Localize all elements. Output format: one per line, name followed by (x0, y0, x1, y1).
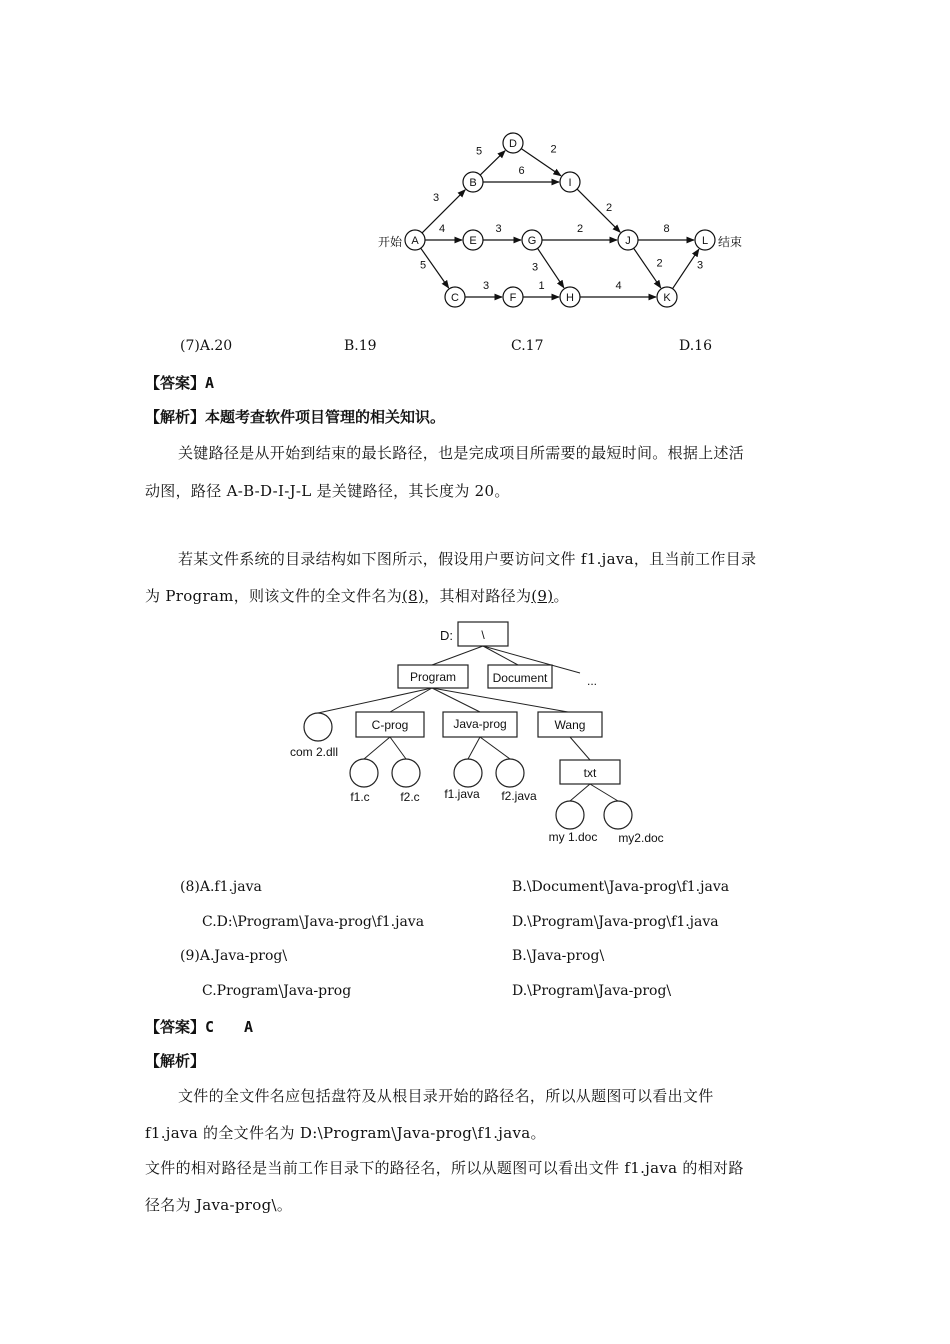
node-label-E: E (469, 235, 477, 247)
drive-label: D: (440, 628, 453, 643)
q9-option-c: C.Program\Java-prog (202, 983, 352, 999)
explanation-7-line-2: 动图，路径 A-B-D-I-J-L 是关键路径，其长度为 20。 (145, 482, 510, 500)
answer-8-9 (145, 1016, 253, 1037)
start-label: 开始 (378, 235, 403, 249)
my2-file-node (604, 801, 632, 829)
f2java-label: f2.java (501, 789, 537, 803)
edge-weight-D-I: 2 (550, 143, 557, 156)
com2-label: com 2.dll (289, 745, 339, 759)
answer-label: 【答案】 (145, 374, 206, 392)
node-label-C: C (451, 292, 459, 304)
edge-weight-B-I: 6 (518, 165, 525, 177)
q9-option-b: B.\Java-prog\ (512, 948, 605, 964)
edge-weight-E-G: 3 (495, 223, 502, 235)
q8-intro-line-1: 若某文件系统的目录结构如下图所示，假设用户要访问文件 f1.java，且当前工作目录 (178, 550, 757, 568)
node-label-J: J (625, 235, 631, 247)
node-label-D: D (509, 138, 517, 150)
edge-weight-F-H: 1 (538, 280, 545, 292)
f2c-label: f2.c (400, 790, 420, 804)
q8-intro-text-b: ，其相对路径为 (424, 587, 532, 605)
node-label-F: F (509, 292, 517, 304)
directory-tree-diagram (280, 615, 680, 850)
explanation-8-9-line-3: 文件的相对路径是当前工作目录下的路径名，所以从题图可以看出文件 f1.java 的相对路 (145, 1159, 744, 1177)
edge-weight-A-B: 3 (432, 192, 440, 204)
edge-weight-A-E: 4 (438, 223, 446, 235)
answer-value: C A (205, 1018, 254, 1036)
node-label-K: K (663, 292, 671, 304)
explanation-8-9-line-1: 文件的全文件名应包括盘符及从根目录开始的路径名，所以从题图可以看出文件 (178, 1087, 714, 1105)
javaprog-label: Java-prog (453, 717, 507, 731)
edge-weight-G-J: 2 (576, 223, 584, 235)
explanation-8-9-label: 【解析】 (145, 1052, 206, 1070)
node-label-I: I (568, 177, 572, 189)
q8-option-a: (8)A.f1.java (180, 879, 262, 895)
edge-weight-G-H: 3 (531, 261, 539, 274)
edge-weight-B-D: 5 (475, 145, 483, 158)
more-label: ... (586, 674, 598, 688)
program-label: Program (409, 670, 457, 684)
f1java-label: f1.java (444, 787, 480, 801)
edge-I-J (577, 189, 620, 232)
explanation-label: 【解析】 (145, 408, 206, 426)
q7-option-b: B.19 (344, 338, 377, 354)
f1c-file-node (350, 759, 378, 787)
activity-network-diagram (360, 125, 760, 320)
explanation-7-heading (145, 406, 445, 427)
end-label: 结束 (718, 235, 743, 249)
q8-option-b: B.\Document\Java-prog\f1.java (512, 879, 730, 895)
edge-weight-K-L: 3 (696, 259, 704, 272)
blank-8: (8) (402, 587, 425, 605)
q8-intro-text-c: 。 (553, 587, 569, 605)
my2-label: my2.doc (618, 831, 664, 845)
q7-option-d: D.16 (679, 338, 712, 354)
edge-B-D (480, 151, 505, 175)
node-label-L: L (701, 235, 709, 247)
edge-weight-A-C: 5 (419, 259, 427, 272)
edge-weight-C-F: 3 (482, 280, 490, 292)
explanation-title: 本题考查软件项目管理的相关知识。 (205, 408, 446, 426)
answer-7 (145, 372, 214, 393)
my1-label: my 1.doc (548, 830, 598, 844)
edge-weight-J-L: 8 (663, 223, 670, 235)
q9-option-d: D.\Program\Java-prog\ (512, 983, 672, 999)
node-label-A: A (411, 235, 419, 247)
q8-option-c: C.D:\Program\Java-prog\f1.java (202, 914, 425, 930)
edge-weight-J-K: 2 (656, 257, 663, 270)
f2java-file-node (496, 759, 524, 787)
f1c-label: f1.c (350, 790, 370, 804)
document-label: Document (492, 671, 548, 685)
root-label: \ (481, 628, 485, 642)
node-label-H: H (566, 292, 574, 304)
f1java-file-node (454, 759, 482, 787)
edge-weight-I-J: 2 (605, 202, 613, 214)
txt-label: txt (583, 766, 597, 780)
answer-label: 【答案】 (145, 1018, 206, 1036)
node-label-B: B (469, 177, 477, 189)
q8-intro-text-a: 为 Program，则该文件的全文件名为 (145, 587, 403, 605)
edge-K-L (673, 249, 699, 289)
wang-label: Wang (554, 718, 586, 732)
q8-intro-line-2 (145, 585, 569, 606)
q8-option-d: D.\Program\Java-prog\f1.java (512, 914, 719, 930)
edge-weight-H-K: 4 (615, 280, 622, 292)
blank-9: (9) (531, 587, 554, 605)
cprog-label: C-prog (371, 718, 409, 732)
f2c-file-node (392, 759, 420, 787)
my1-file-node (556, 801, 584, 829)
answer-value: A (205, 374, 215, 392)
explanation-8-9-line-2: f1.java 的全文件名为 D:\Program\Java-prog\f1.java。 (145, 1124, 546, 1142)
node-label-G: G (527, 235, 537, 247)
explanation-8-9-line-4: 径名为 Java-prog\。 (145, 1196, 293, 1214)
q7-option-a: (7)A.20 (180, 338, 233, 354)
q9-option-a: (9)A.Java-prog\ (180, 948, 288, 964)
explanation-7-line-1: 关键路径是从开始到结束的最长路径，也是完成项目所需要的最短时间。根据上述活 (178, 444, 745, 462)
com2-file-node (304, 713, 332, 741)
q7-option-c: C.17 (511, 338, 544, 354)
